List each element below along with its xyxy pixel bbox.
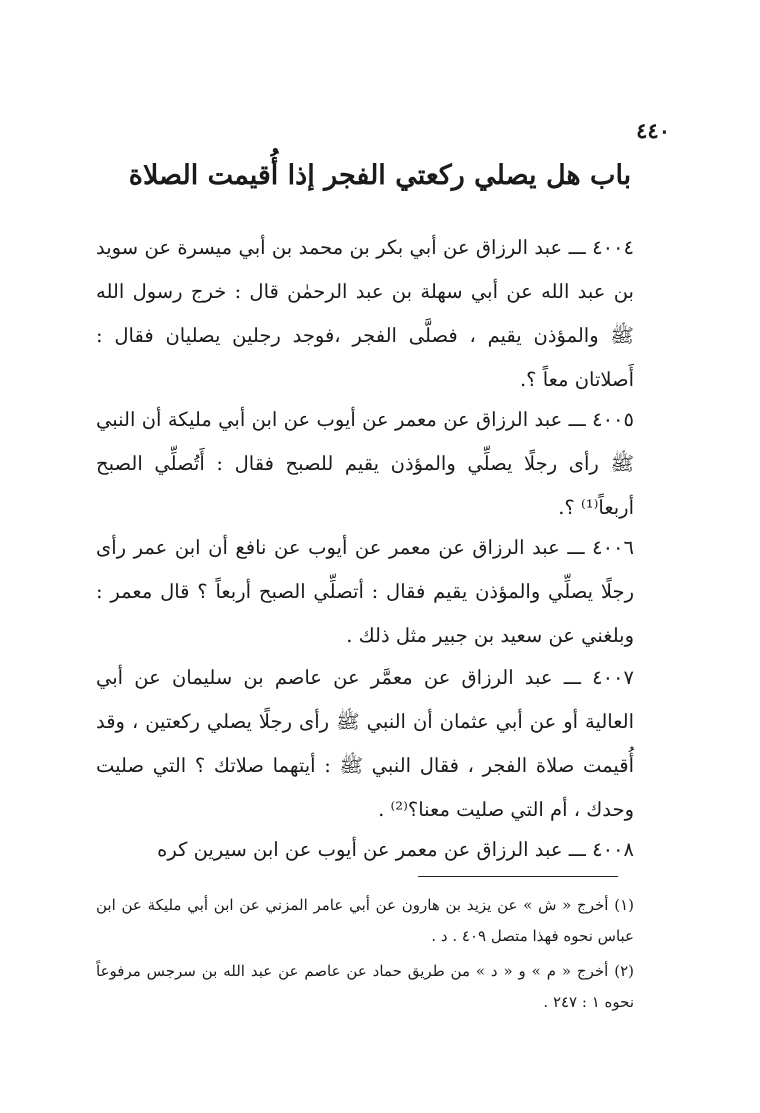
footnote-text: أخرج « م » و « د » من طريق حماد عن عاصم عن عبد الله بن سرجس مرفوعاً نحوه ١ : ٢٤٧ .: [96, 962, 634, 1011]
footnote-2: [96, 956, 634, 1018]
hadith-separator: ـــ: [567, 536, 585, 559]
footnote-marker: (٢): [614, 962, 634, 980]
footnotes: [96, 890, 634, 1018]
hadith-4008: [96, 828, 634, 872]
hadith-text: عبد الرزاق عن معمر عن أيوب عن نافع أن ابن عمر رأى رجلًا يصلِّي والمؤذن يقيم فقال : أتصلِّي الصبح أربعاً ؟ قال معمر : وبلغني عن سعيد بن جبير مثل ذلك .: [96, 536, 634, 647]
hadith-number: ٤٠٠٤: [592, 236, 635, 259]
hadith-4005: [96, 398, 634, 530]
hadith-separator: ـــ: [563, 666, 581, 689]
page-number: ٤٤٠: [636, 118, 670, 143]
hadith-text: عبد الرزاق عن معمر عن أيوب عن ابن سيرين كره: [157, 838, 563, 861]
hadith-4007: [96, 656, 634, 832]
hadith-separator: ـــ: [568, 838, 586, 861]
hadith-separator: ـــ: [568, 236, 586, 259]
footnote-divider: [418, 876, 618, 877]
hadith-separator: ـــ: [568, 408, 586, 431]
hadith-number: ٤٠٠٧: [592, 666, 635, 689]
hadith-text: عبد الرزاق عن أبي بكر بن محمد بن أبي ميسرة عن سويد بن عبد الله عن أبي سهلة بن عبد الرحمٰن قال : خرج رسول الله ﷺ والمؤذن يقيم ، فصلَّى الفجر ،فوجد رجلين يصليان فقال : أَصلاتان معاً ؟.: [96, 236, 634, 391]
hadith-text: عبد الرزاق عن معمَّر عن عاصم بن سليمان عن أبي العالية أو عن أبي عثمان أن النبي ﷺ رأى رجلًا يصلي ركعتين ، وقد أُقيمت صلاة الفجر ، فقال النبي ﷺ : أيتهما صلاتك ؟ التي صليت وحدك ، أم التي صليت معنا؟⁽²⁾ .: [96, 666, 634, 821]
hadith-number: ٤٠٠٥: [592, 408, 634, 431]
footnote-text: أخرج « ش » عن يزيد بن هارون عن أبي عامر المزني عن ابن أبي مليكة عن ابن عباس نحوه فهذا متصل ٤٠٩ . د .: [96, 896, 634, 945]
hadith-number: ٤٠٠٨: [592, 838, 634, 861]
hadith-4006: [96, 526, 634, 658]
footnote-marker: (١): [614, 896, 634, 914]
hadith-text: عبد الرزاق عن معمر عن أيوب عن ابن أبي مليكة أن النبي ﷺ رأى رجلًا يصلِّي والمؤذن يقيم للصبح فقال : أَتُصلِّي الصبح أربعاً⁽¹⁾ ؟.: [96, 408, 634, 519]
hadith-4004: [96, 226, 634, 402]
footnote-1: [96, 890, 634, 952]
chapter-title: باب هل يصلي ركعتي الفجر إذا أُقيمت الصلاة: [128, 160, 632, 191]
hadith-number: ٤٠٠٦: [592, 536, 634, 559]
